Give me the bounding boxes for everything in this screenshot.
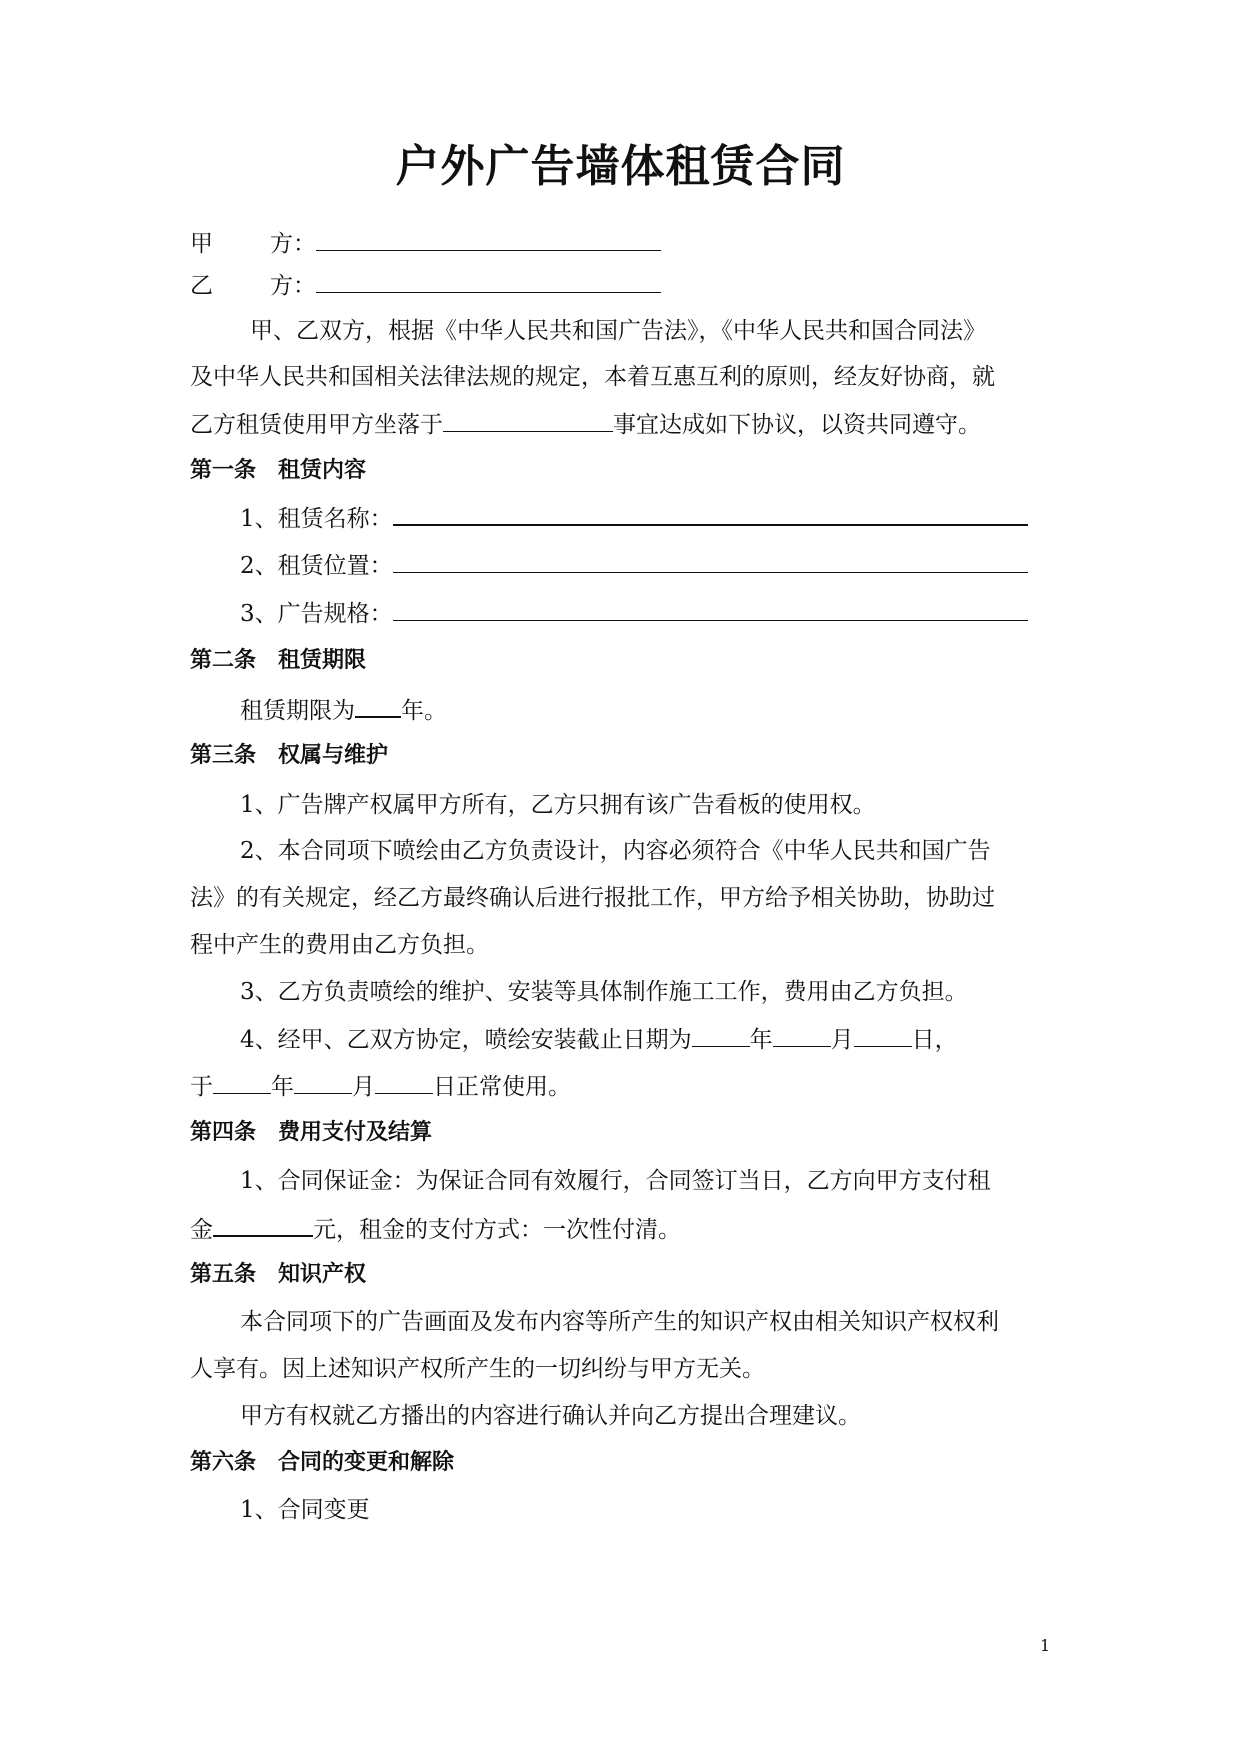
use-day-blank[interactable] — [375, 1071, 433, 1094]
article-3-item-1: 1、广告牌产权属甲方所有，乙方只拥有该广告看板的使用权。 — [240, 792, 876, 818]
article-6-item-1: 1、合同变更 — [240, 1497, 370, 1523]
party-b-label-1: 乙 — [190, 273, 213, 299]
install-deadline-text: 4、经甲、乙双方协定，喷绘安装截止日期为 — [240, 1027, 692, 1053]
document-title: 户外广告墙体租赁合同 — [395, 141, 846, 192]
party-b-line — [190, 270, 661, 301]
use-year-label: 年 — [271, 1074, 294, 1100]
article-3-item-2-line-2: 法》的有关规定，经乙方最终确认后进行报批工作，甲方给予相关协助，协助过 — [190, 885, 995, 911]
rental-term-after: 年。 — [401, 698, 447, 724]
preamble-line-2: 及中华人民共和国相关法律法规的规定，本着互惠互利的原则，经友好协商，就 — [190, 364, 995, 390]
article-4-item-1-line-1: 1、合同保证金：为保证合同有效履行，合同签订当日，乙方向甲方支付租 — [240, 1168, 991, 1194]
page-number: 1 — [1040, 1636, 1051, 1655]
preamble-line-3-after: 事宜达成如下协议，以资共同遵守。 — [613, 412, 981, 438]
deadline-day-label: 日， — [911, 1027, 958, 1053]
rental-term-blank[interactable] — [355, 694, 401, 718]
deadline-year-label: 年 — [749, 1027, 773, 1053]
article-3-item-2-line-3: 程中产生的费用由乙方负担。 — [190, 932, 489, 958]
article-1-item-1 — [240, 502, 1028, 534]
ad-spec-label: 3、广告规格： — [240, 601, 393, 627]
deadline-month-blank[interactable] — [773, 1024, 831, 1047]
party-b-label-2: 方： — [270, 273, 316, 299]
use-month-label: 月 — [352, 1074, 375, 1100]
rental-location-label: 2、租赁位置： — [240, 553, 393, 579]
deposit-prefix: 金 — [190, 1217, 213, 1243]
article-1-heading: 第一条 租赁内容 — [190, 458, 367, 483]
preamble-line-3 — [190, 409, 981, 440]
deposit-amount-blank[interactable] — [213, 1213, 313, 1237]
article-3-item-2-line-1: 2、本合同项下喷绘由乙方负责设计，内容必须符合《中华人民共和国广告 — [240, 838, 991, 864]
party-a-blank[interactable] — [316, 228, 661, 251]
article-5-p1-line-2: 人享有。因上述知识产权所产生的一切纠纷与甲方无关。 — [190, 1356, 765, 1382]
article-4-item-1-line-2 — [190, 1213, 681, 1245]
deadline-month-label: 月 — [830, 1027, 854, 1053]
party-b-blank[interactable] — [316, 270, 661, 293]
rental-name-blank[interactable] — [393, 502, 1028, 526]
article-1-item-2 — [240, 550, 1028, 581]
article-1-item-3 — [240, 598, 1028, 629]
article-3-item-4-line-1 — [240, 1024, 958, 1055]
preamble-line-3-before: 乙方租赁使用甲方坐落于 — [190, 412, 443, 438]
article-2-heading: 第二条 租赁期限 — [190, 648, 367, 673]
article-5-heading: 第五条 知识产权 — [190, 1262, 367, 1287]
article-5-p2: 甲方有权就乙方播出的内容进行确认并向乙方提出合理建议。 — [240, 1403, 861, 1429]
location-blank[interactable] — [443, 409, 613, 432]
party-a-label-1: 甲 — [190, 231, 213, 257]
use-date-suffix: 日正常使用。 — [433, 1074, 571, 1100]
deadline-year-blank[interactable] — [692, 1024, 750, 1047]
ad-spec-blank[interactable] — [393, 598, 1028, 621]
article-3-heading: 第三条 权属与维护 — [190, 743, 389, 768]
article-2-text — [240, 694, 447, 726]
article-3-item-4-line-2 — [190, 1071, 571, 1102]
preamble-line-1: 甲、乙双方，根据《中华人民共和国广告法》，《中华人民共和国合同法》 — [250, 318, 986, 344]
article-4-heading: 第四条 费用支付及结算 — [190, 1120, 433, 1145]
article-6-heading: 第六条 合同的变更和解除 — [190, 1450, 455, 1475]
rental-location-blank[interactable] — [393, 550, 1028, 573]
rental-name-label: 1、租赁名称： — [240, 506, 393, 532]
rental-term-before: 租赁期限为 — [240, 698, 355, 724]
deposit-suffix: 元，租金的支付方式：一次性付清。 — [313, 1217, 681, 1243]
use-date-prefix: 于 — [190, 1074, 213, 1100]
party-a-line — [190, 228, 661, 259]
deadline-day-blank[interactable] — [854, 1024, 912, 1047]
use-year-blank[interactable] — [213, 1071, 271, 1094]
article-5-p1-line-1: 本合同项下的广告画面及发布内容等所产生的知识产权由相关知识产权权利 — [240, 1309, 999, 1335]
party-a-label-2: 方： — [270, 231, 316, 257]
article-3-item-3: 3、乙方负责喷绘的维护、安装等具体制作施工工作，费用由乙方负担。 — [240, 979, 968, 1005]
use-month-blank[interactable] — [294, 1071, 352, 1094]
